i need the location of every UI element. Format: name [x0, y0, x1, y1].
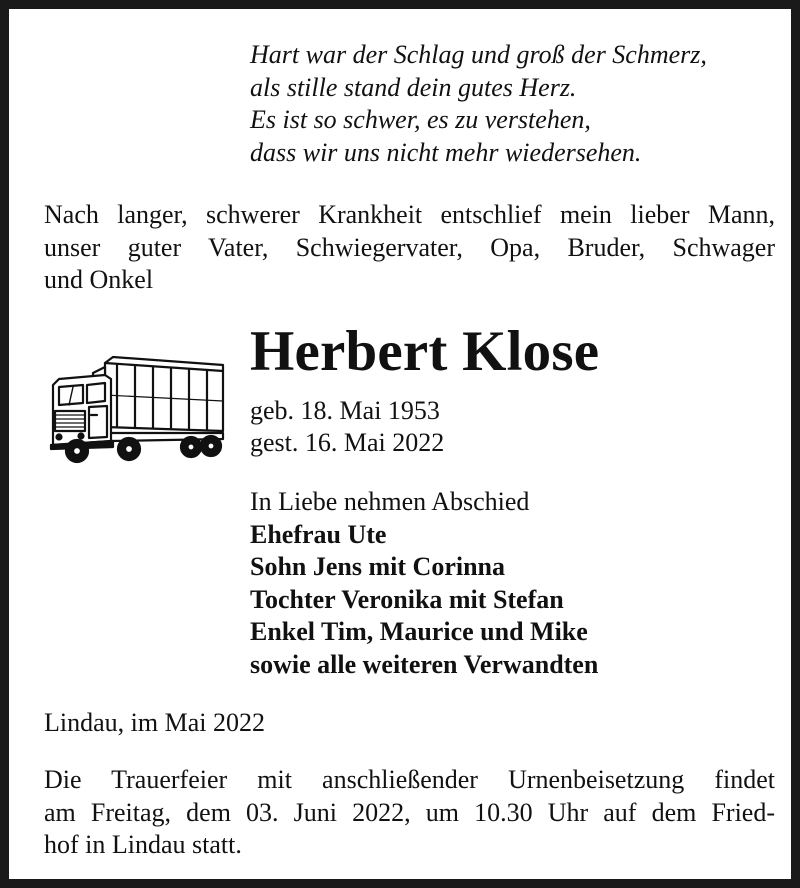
- place-date: Lindau, im Mai 2022: [44, 708, 265, 737]
- poem: [250, 39, 707, 169]
- mourner-name: Tochter Veronika mit Stefan: [250, 584, 564, 614]
- birth-date: geb. 18. Mai 1953: [250, 396, 440, 425]
- life-dates: [250, 395, 444, 458]
- mourners-block: [250, 486, 598, 682]
- service-line: Die Trauerfeier mit anschließender Urnenbeisetzung findet: [44, 765, 775, 794]
- poem-line: Es ist so schwer, es zu verstehen,: [250, 105, 591, 134]
- mourner-name: sowie alle weiteren Verwandten: [250, 649, 599, 679]
- mourner-name: Enkel Tim, Maurice und Mike: [250, 617, 588, 647]
- mourners-heading: In Liebe nehmen Abschied: [250, 487, 530, 516]
- service-info: [44, 764, 775, 862]
- death-date: gest. 16. Mai 2022: [250, 427, 445, 457]
- intro-text: [44, 199, 775, 297]
- service-line: hof in Lindau statt.: [44, 830, 242, 859]
- deceased-name: Herbert Klose: [250, 320, 600, 383]
- intro-line: Nach langer, schwerer Krankheit entschlief mein lieber Mann,: [44, 200, 775, 229]
- service-line: am Freitag, dem 03. Juni 2022, um 10.30 Uhr auf dem Fried-: [44, 797, 775, 827]
- poem-line: Hart war der Schlag und groß der Schmerz,: [250, 40, 707, 69]
- poem-line: dass wir uns nicht mehr wiedersehen.: [250, 137, 642, 167]
- mourner-name: Sohn Jens mit Corinna: [250, 552, 505, 582]
- truck-icon: [47, 349, 227, 469]
- intro-line: und Onkel: [44, 265, 154, 294]
- mourner-name: Ehefrau Ute: [250, 519, 387, 549]
- intro-line: unser guter Vater, Schwiegervater, Opa, Bruder, Schwager: [44, 232, 775, 262]
- poem-line: als stille stand dein gutes Herz.: [250, 72, 577, 102]
